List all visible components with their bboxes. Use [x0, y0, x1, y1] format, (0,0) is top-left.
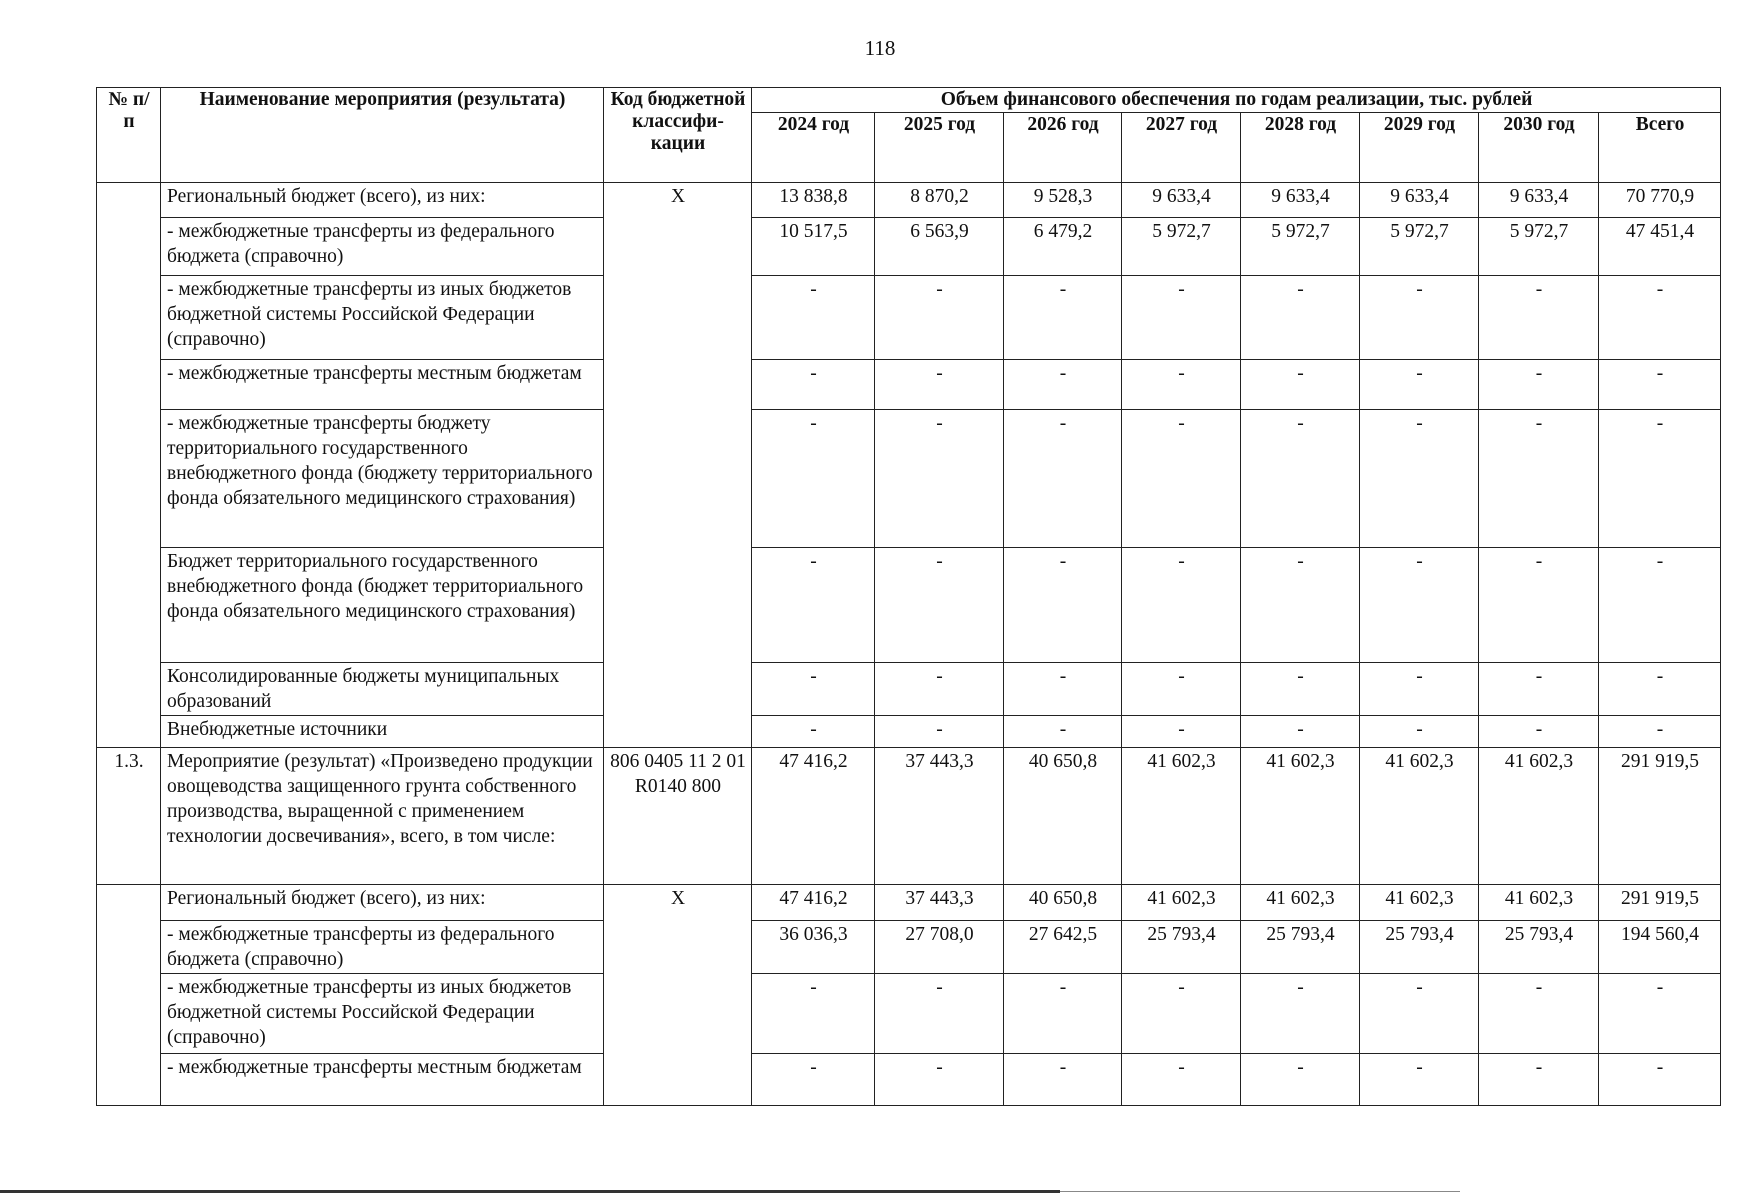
cell-value: - — [1241, 410, 1360, 548]
measure-name: Мероприятие (результат) «Произведено продукции овощеводства защищенного грунта собственного производства, выращенной с применением технологии досвечивания», всего, в том числе: — [161, 748, 604, 885]
cell-value: - — [1479, 276, 1599, 360]
row-name: Консолидированные бюджеты муниципальных образований — [161, 663, 604, 716]
cell-value: - — [1122, 276, 1241, 360]
row-name: - межбюджетные трансферты местным бюджетам — [161, 360, 604, 410]
cell-value: - — [1479, 360, 1599, 410]
table-row — [97, 921, 1721, 974]
table-row — [97, 663, 1721, 716]
cell-value: - — [1122, 716, 1241, 748]
header-name: Наименование мероприятия (результата) — [161, 88, 604, 183]
row-name: - межбюджетные трансферты бюджету территориального государственного внебюджетного фонда (бюджету территориального фонда обязательного медицинского страхования) — [161, 410, 604, 548]
scan-edge-line — [0, 1190, 1060, 1193]
cell-value: 41 602,3 — [1122, 885, 1241, 921]
cell-value: - — [875, 663, 1004, 716]
cell-value: - — [1599, 276, 1721, 360]
cell-value: - — [1122, 974, 1241, 1054]
cell-value: - — [1479, 663, 1599, 716]
cell-value: 41 602,3 — [1122, 748, 1241, 885]
table-row — [97, 410, 1721, 548]
cell-value: - — [1360, 716, 1479, 748]
cell-value: 25 793,4 — [1479, 921, 1599, 974]
cell-value: 47 416,2 — [752, 885, 875, 921]
cell-value: 9 633,4 — [1241, 183, 1360, 218]
row-name: Региональный бюджет (всего), из них: — [161, 183, 604, 218]
row-code: X — [604, 885, 752, 1106]
cell-value: - — [1360, 410, 1479, 548]
cell-value: - — [875, 1054, 1004, 1106]
cell-value: 41 602,3 — [1479, 748, 1599, 885]
cell-value: 291 919,5 — [1599, 885, 1721, 921]
cell-value: - — [875, 410, 1004, 548]
cell-value: - — [1241, 974, 1360, 1054]
table-row — [97, 885, 1721, 921]
row-name: - межбюджетные трансферты местным бюджетам — [161, 1054, 604, 1106]
header-year: 2025 год — [875, 113, 1004, 183]
cell-value: 41 602,3 — [1241, 885, 1360, 921]
cell-value: 291 919,5 — [1599, 748, 1721, 885]
cell-value: 37 443,3 — [875, 748, 1004, 885]
cell-value: - — [1004, 663, 1122, 716]
cell-value: 8 870,2 — [875, 183, 1004, 218]
header-code: Код бюджетной классифи-кации — [604, 88, 752, 183]
cell-value: 27 708,0 — [875, 921, 1004, 974]
cell-value: - — [1004, 1054, 1122, 1106]
cell-value: 25 793,4 — [1122, 921, 1241, 974]
measure-code: 806 0405 11 2 01 R0140 800 — [604, 748, 752, 885]
cell-value: 9 633,4 — [1360, 183, 1479, 218]
row-code: X — [604, 183, 752, 748]
table-row — [97, 1054, 1721, 1106]
row-name: - межбюджетные трансферты из иных бюджетов бюджетной системы Российской Федерации (справочно) — [161, 974, 604, 1054]
table-row — [97, 974, 1721, 1054]
cell-value: - — [1004, 360, 1122, 410]
cell-value: - — [1241, 276, 1360, 360]
cell-value: 47 451,4 — [1599, 218, 1721, 276]
cell-value: 6 479,2 — [1004, 218, 1122, 276]
table-row — [97, 716, 1721, 748]
cell-value: 27 642,5 — [1004, 921, 1122, 974]
cell-value: 25 793,4 — [1241, 921, 1360, 974]
row-name: - межбюджетные трансферты из федерального бюджета (справочно) — [161, 218, 604, 276]
header-year: 2030 год — [1479, 113, 1599, 183]
header-year: 2026 год — [1004, 113, 1122, 183]
cell-value: - — [1122, 360, 1241, 410]
cell-value: - — [1241, 360, 1360, 410]
header-year: 2029 год — [1360, 113, 1479, 183]
cell-value: - — [1599, 663, 1721, 716]
cell-value: 40 650,8 — [1004, 885, 1122, 921]
cell-value: 41 602,3 — [1360, 885, 1479, 921]
cell-value: - — [752, 716, 875, 748]
cell-value: - — [1122, 410, 1241, 548]
header-year: 2028 год — [1241, 113, 1360, 183]
row-name: - межбюджетные трансферты из федерального бюджета (справочно) — [161, 921, 604, 974]
header-total: Всего — [1599, 113, 1721, 183]
cell-value: - — [875, 276, 1004, 360]
cell-value: 25 793,4 — [1360, 921, 1479, 974]
header-num: № п/п — [97, 88, 161, 183]
cell-value: - — [752, 360, 875, 410]
cell-value: - — [875, 716, 1004, 748]
cell-value: 41 602,3 — [1479, 885, 1599, 921]
cell-value: 5 972,7 — [1241, 218, 1360, 276]
cell-value: - — [1241, 716, 1360, 748]
cell-value: - — [1599, 410, 1721, 548]
cell-value: - — [1360, 276, 1479, 360]
header-finance: Объем финансового обеспечения по годам реализации, тыс. рублей — [752, 88, 1721, 113]
cell-value: - — [1360, 663, 1479, 716]
cell-value: - — [1360, 548, 1479, 663]
cell-value: 70 770,9 — [1599, 183, 1721, 218]
page-number: 118 — [864, 36, 896, 60]
cell-value: - — [1479, 974, 1599, 1054]
row-name: Региональный бюджет (всего), из них: — [161, 885, 604, 921]
cell-value: - — [875, 360, 1004, 410]
cell-value: - — [752, 276, 875, 360]
cell-value: - — [1122, 1054, 1241, 1106]
cell-value: - — [1360, 1054, 1479, 1106]
measure-row — [97, 748, 1721, 885]
cell-value: 9 633,4 — [1122, 183, 1241, 218]
table-row — [97, 360, 1721, 410]
cell-value: 41 602,3 — [1241, 748, 1360, 885]
header-row-top — [97, 88, 1721, 113]
cell-value: - — [1004, 974, 1122, 1054]
finance-table — [96, 87, 1721, 1106]
cell-value: 47 416,2 — [752, 748, 875, 885]
scan-edge-line-faint — [1060, 1191, 1460, 1192]
row-name: Бюджет территориального государственного внебюджетного фонда (бюджет территориального фонда обязательного медицинского страхования) — [161, 548, 604, 663]
cell-value: 5 972,7 — [1360, 218, 1479, 276]
cell-value: - — [752, 974, 875, 1054]
cell-value: - — [1599, 1054, 1721, 1106]
cell-value: - — [1241, 548, 1360, 663]
cell-value: - — [752, 410, 875, 548]
cell-value: 5 972,7 — [1122, 218, 1241, 276]
cell-value: - — [1122, 663, 1241, 716]
cell-value: - — [1479, 1054, 1599, 1106]
cell-value: 13 838,8 — [752, 183, 875, 218]
header-year: 2024 год — [752, 113, 875, 183]
cell-value: - — [1599, 974, 1721, 1054]
cell-value: - — [1004, 548, 1122, 663]
table-row — [97, 183, 1721, 218]
cell-value: 9 633,4 — [1479, 183, 1599, 218]
cell-value: 194 560,4 — [1599, 921, 1721, 974]
cell-value: - — [1599, 716, 1721, 748]
header-year: 2027 год — [1122, 113, 1241, 183]
cell-value: 40 650,8 — [1004, 748, 1122, 885]
cell-value: - — [1599, 548, 1721, 663]
cell-value: 41 602,3 — [1360, 748, 1479, 885]
cell-value: - — [1004, 410, 1122, 548]
table-row — [97, 548, 1721, 663]
cell-value: - — [1241, 1054, 1360, 1106]
cell-value: - — [1360, 360, 1479, 410]
cell-value: - — [875, 548, 1004, 663]
cell-value: - — [1004, 276, 1122, 360]
cell-value: - — [752, 548, 875, 663]
cell-value: - — [1479, 716, 1599, 748]
cell-value: - — [1479, 548, 1599, 663]
row-name: Внебюджетные источники — [161, 716, 604, 748]
cell-value: - — [752, 1054, 875, 1106]
cell-value: - — [875, 974, 1004, 1054]
cell-value: 36 036,3 — [752, 921, 875, 974]
cell-value: 5 972,7 — [1479, 218, 1599, 276]
cell-value: 6 563,9 — [875, 218, 1004, 276]
empty-num-cell — [97, 183, 161, 748]
row-name: - межбюджетные трансферты из иных бюджетов бюджетной системы Российской Федерации (справочно) — [161, 276, 604, 360]
table-row — [97, 218, 1721, 276]
cell-value: 9 528,3 — [1004, 183, 1122, 218]
cell-value: - — [1004, 716, 1122, 748]
cell-value: - — [1479, 410, 1599, 548]
measure-number: 1.3. — [97, 748, 161, 885]
cell-value: 10 517,5 — [752, 218, 875, 276]
cell-value: 37 443,3 — [875, 885, 1004, 921]
cell-value: - — [1599, 360, 1721, 410]
cell-value: - — [1122, 548, 1241, 663]
cell-value: - — [1241, 663, 1360, 716]
cell-value: - — [1360, 974, 1479, 1054]
cell-value: - — [752, 663, 875, 716]
empty-num-cell — [97, 885, 161, 1106]
table-row — [97, 276, 1721, 360]
